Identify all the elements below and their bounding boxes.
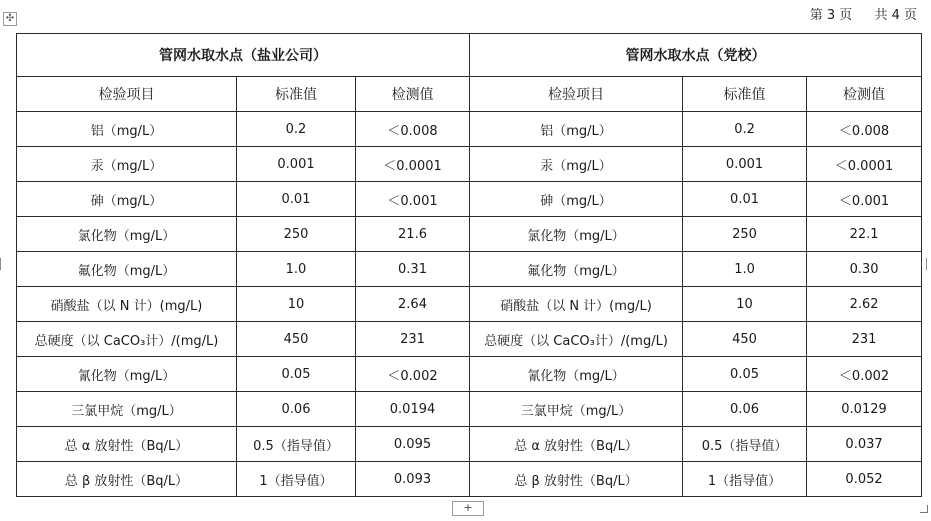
left-measured-cell[interactable]: 0.31 (356, 252, 470, 287)
left-measured-cell[interactable]: ＜0.001 (356, 182, 470, 217)
table-move-handle-icon[interactable]: ✣ (3, 12, 17, 26)
right-measured-cell[interactable]: 231 (807, 322, 922, 357)
standard-cell[interactable]: 0.06 (237, 392, 356, 427)
table-row (17, 147, 922, 182)
left-measured-header[interactable]: 检测值 (356, 77, 470, 112)
site-right-title[interactable]: 管网水取水点（党校） (470, 34, 922, 77)
right-item-header[interactable]: 检验项目 (470, 77, 683, 112)
table-row (17, 112, 922, 147)
item-cell[interactable]: 硝酸盐（以 N 计）(mg/L) (17, 287, 237, 322)
site-header-row (17, 34, 922, 77)
right-measured-cell[interactable]: ＜0.008 (807, 112, 922, 147)
column-header-row (17, 77, 922, 112)
add-row-button[interactable]: + (452, 501, 484, 516)
right-measured-cell[interactable]: 22.1 (807, 217, 922, 252)
item-cell[interactable]: 氰化物（mg/L） (17, 357, 237, 392)
right-measured-cell[interactable]: 0.037 (807, 427, 922, 462)
standard-cell[interactable]: 0.01 (683, 182, 807, 217)
standard-cell[interactable]: 1（指导值） (237, 462, 356, 497)
left-measured-cell[interactable]: ＜0.002 (356, 357, 470, 392)
left-standard-header[interactable]: 标准值 (237, 77, 356, 112)
standard-cell[interactable]: 1.0 (683, 252, 807, 287)
table-row (17, 462, 922, 497)
left-measured-cell[interactable]: 21.6 (356, 217, 470, 252)
standard-cell[interactable]: 0.2 (237, 112, 356, 147)
total-pages: 共 4 页 (874, 8, 917, 23)
table-row (17, 357, 922, 392)
item-cell[interactable]: 硝酸盐（以 N 计）(mg/L) (470, 287, 683, 322)
standard-cell[interactable]: 450 (237, 322, 356, 357)
right-measured-cell[interactable]: 0.0129 (807, 392, 922, 427)
item-cell[interactable]: 总 α 放射性（Bq/L） (470, 427, 683, 462)
item-cell[interactable]: 氯化物（mg/L） (17, 217, 237, 252)
right-measured-cell[interactable]: 2.62 (807, 287, 922, 322)
item-cell[interactable]: 汞（mg/L） (17, 147, 237, 182)
right-measured-cell[interactable]: ＜0.002 (807, 357, 922, 392)
left-measured-cell[interactable]: ＜0.008 (356, 112, 470, 147)
page-number (792, 4, 917, 23)
item-cell[interactable]: 氰化物（mg/L） (470, 357, 683, 392)
corner-marker (920, 505, 928, 513)
left-table-marker (0, 258, 5, 270)
item-cell[interactable]: 三氯甲烷（mg/L） (17, 392, 237, 427)
standard-cell[interactable]: 1.0 (237, 252, 356, 287)
table-row (17, 287, 922, 322)
site-left-title[interactable]: 管网水取水点（盐业公司） (17, 34, 470, 77)
right-measured-cell[interactable]: ＜0.0001 (807, 147, 922, 182)
standard-cell[interactable]: 1（指导值） (683, 462, 807, 497)
standard-cell[interactable]: 0.5（指导值） (237, 427, 356, 462)
table-row (17, 182, 922, 217)
table-row (17, 252, 922, 287)
left-measured-cell[interactable]: 2.64 (356, 287, 470, 322)
standard-cell[interactable]: 0.001 (683, 147, 807, 182)
standard-cell[interactable]: 0.2 (683, 112, 807, 147)
table-row (17, 217, 922, 252)
current-page: 第 3 页 (809, 8, 853, 23)
left-measured-cell[interactable]: 231 (356, 322, 470, 357)
item-cell[interactable]: 氟化物（mg/L） (470, 252, 683, 287)
right-measured-cell[interactable]: ＜0.001 (807, 182, 922, 217)
item-cell[interactable]: 总 β 放射性（Bq/L） (17, 462, 237, 497)
left-measured-cell[interactable]: 0.093 (356, 462, 470, 497)
standard-cell[interactable]: 0.05 (683, 357, 807, 392)
right-table-marker (922, 258, 927, 270)
standard-cell[interactable]: 450 (683, 322, 807, 357)
item-cell[interactable]: 总 α 放射性（Bq/L） (17, 427, 237, 462)
standard-cell[interactable]: 0.001 (237, 147, 356, 182)
standard-cell[interactable]: 0.05 (237, 357, 356, 392)
table-row (17, 392, 922, 427)
standard-cell[interactable]: 0.06 (683, 392, 807, 427)
standard-cell[interactable]: 0.01 (237, 182, 356, 217)
item-cell[interactable]: 砷（mg/L） (470, 182, 683, 217)
item-cell[interactable]: 总硬度（以 CaCO₃计）/(mg/L) (470, 322, 683, 357)
right-measured-cell[interactable]: 0.052 (807, 462, 922, 497)
item-cell[interactable]: 总 β 放射性（Bq/L） (470, 462, 683, 497)
right-measured-cell[interactable]: 0.30 (807, 252, 922, 287)
water-quality-table (16, 33, 922, 497)
item-cell[interactable]: 总硬度（以 CaCO₃计）/(mg/L) (17, 322, 237, 357)
right-measured-header[interactable]: 检测值 (807, 77, 922, 112)
table-row (17, 427, 922, 462)
standard-cell[interactable]: 10 (683, 287, 807, 322)
item-cell[interactable]: 氟化物（mg/L） (17, 252, 237, 287)
left-measured-cell[interactable]: 0.095 (356, 427, 470, 462)
item-cell[interactable]: 砷（mg/L） (17, 182, 237, 217)
item-cell[interactable]: 三氯甲烷（mg/L） (470, 392, 683, 427)
standard-cell[interactable]: 10 (237, 287, 356, 322)
table-row (17, 322, 922, 357)
standard-cell[interactable]: 250 (237, 217, 356, 252)
left-measured-cell[interactable]: ＜0.0001 (356, 147, 470, 182)
standard-cell[interactable]: 250 (683, 217, 807, 252)
item-cell[interactable]: 氯化物（mg/L） (470, 217, 683, 252)
right-standard-header[interactable]: 标准值 (683, 77, 807, 112)
item-cell[interactable]: 铝（mg/L） (17, 112, 237, 147)
item-cell[interactable]: 汞（mg/L） (470, 147, 683, 182)
left-measured-cell[interactable]: 0.0194 (356, 392, 470, 427)
left-item-header[interactable]: 检验项目 (17, 77, 237, 112)
standard-cell[interactable]: 0.5（指导值） (683, 427, 807, 462)
item-cell[interactable]: 铝（mg/L） (470, 112, 683, 147)
